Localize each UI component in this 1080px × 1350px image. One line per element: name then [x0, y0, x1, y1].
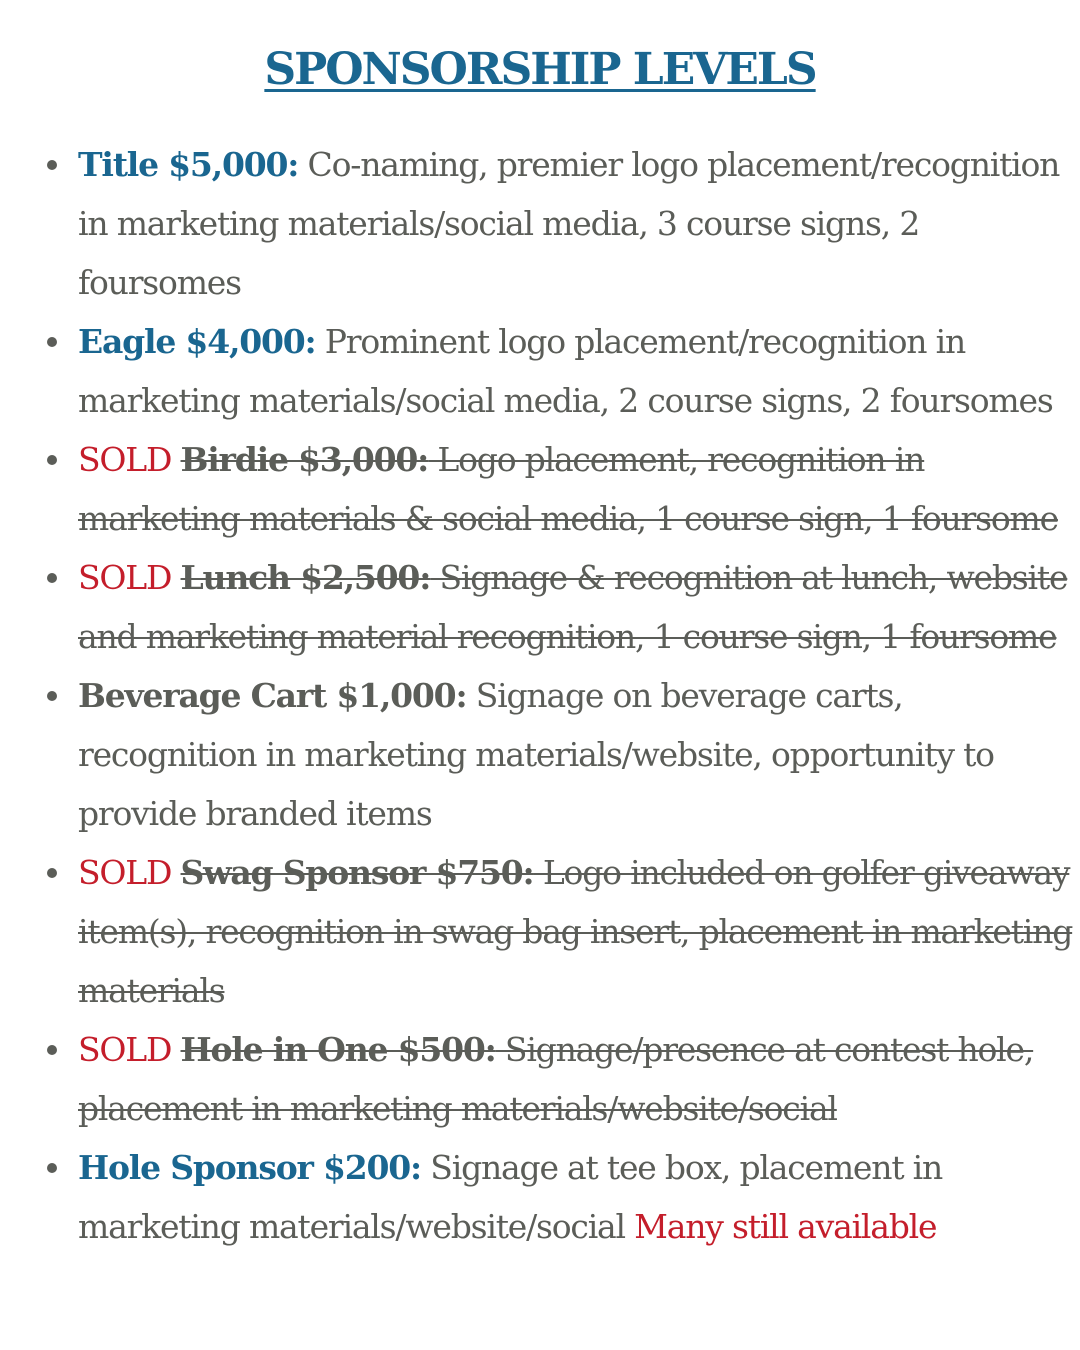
struck-offer [78, 853, 1072, 1010]
bullet-icon [47, 455, 57, 465]
level-swag-sponsor [78, 843, 1078, 1020]
level-description: Prominent logo placement/recognition in marketing materials/social media, 2 course signs, 2 foursomes [78, 322, 1053, 420]
bullet-icon [47, 1045, 57, 1055]
struck-offer [78, 1030, 1033, 1128]
level-eagle [78, 312, 1078, 430]
sold-label: SOLD [78, 558, 172, 597]
level-description: Signage on beverage carts, recognition in marketing materials/website, opportunity to provide branded items [78, 676, 994, 833]
level-description: Signage & recognition at lunch, website and marketing material recognition, 1 course sign, 1 foursome [78, 558, 1068, 656]
level-hole-sponsor [78, 1138, 1078, 1256]
bullet-icon [47, 868, 57, 878]
level-name: Beverage Cart $1,000: [78, 676, 467, 715]
level-description: Signage at tee box, placement in marketing materials/website/social [78, 1148, 943, 1246]
level-description: Co-naming, premier logo placement/recognition in marketing materials/social media, 3 course signs, 2 foursomes [78, 145, 1060, 302]
sponsorship-level-list [78, 135, 1078, 1256]
level-name: Title $5,000: [78, 145, 299, 184]
level-description: Logo included on golfer giveaway item(s), recognition in swag bag insert, placement in marketing materials [78, 853, 1073, 1010]
level-name: Hole in One $500: [180, 1030, 496, 1069]
level-name: Birdie $3,000: [180, 440, 429, 479]
bullet-icon [47, 573, 57, 583]
level-description: Logo placement, recognition in marketing materials & social media, 1 course sign, 1 foursome [78, 440, 1058, 538]
level-beverage-cart [78, 666, 1078, 843]
level-lunch [78, 548, 1078, 666]
level-name: Eagle $4,000: [78, 322, 316, 361]
level-hole-in-one [78, 1020, 1078, 1138]
level-title [78, 135, 1078, 312]
level-description: Signage/presence at contest hole, placement in marketing materials/website/social [78, 1030, 1034, 1128]
bullet-icon [47, 160, 57, 170]
struck-offer [78, 558, 1067, 656]
bullet-icon [47, 337, 57, 347]
level-name: Swag Sponsor $750: [180, 853, 534, 892]
sold-label: SOLD [78, 440, 172, 479]
page-title: SPONSORSHIP LEVELS [264, 44, 816, 95]
level-name: Hole Sponsor $200: [78, 1148, 422, 1187]
struck-offer [78, 440, 1058, 538]
sold-label: SOLD [78, 853, 172, 892]
bullet-icon [47, 1163, 57, 1173]
sold-label: SOLD [78, 1030, 172, 1069]
level-birdie [78, 430, 1078, 548]
bullet-icon [47, 691, 57, 701]
availability-note: Many still available [624, 1207, 937, 1246]
level-name: Lunch $2,500: [180, 558, 431, 597]
